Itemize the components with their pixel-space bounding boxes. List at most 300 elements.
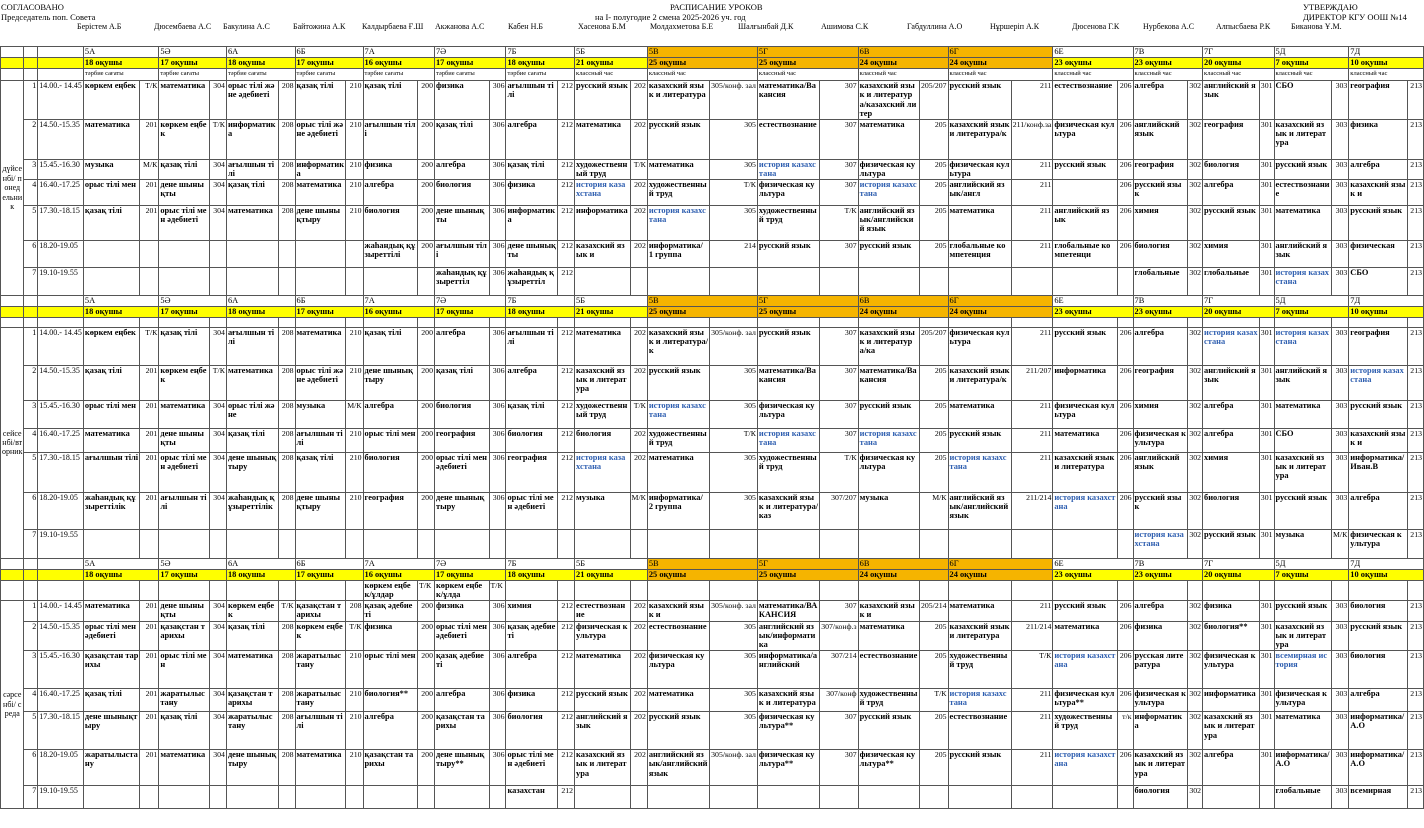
room-cell: 200 (418, 600, 435, 621)
subject-cell: английский язык (1133, 119, 1188, 159)
empty-cell (1, 317, 24, 327)
room-cell: 206 (1117, 492, 1133, 529)
subject-cell (1053, 785, 1117, 808)
subject-cell: дене шынықтыру (363, 365, 418, 400)
subject-cell (948, 785, 1011, 808)
subject-cell: география (1133, 159, 1188, 179)
subject-cell (948, 529, 1011, 558)
room-cell: Т/К (418, 580, 435, 600)
student-count: 24 оқушы (858, 569, 948, 580)
subject-cell: дене шынықтыру (83, 711, 139, 749)
room-cell: 210 (346, 179, 363, 205)
empty-cell (159, 317, 210, 327)
student-count: 7 оқушы (1274, 58, 1349, 69)
empty-cell (24, 69, 38, 81)
room-cell: 305 (710, 492, 758, 529)
subject-cell: қазақ тілі (506, 400, 558, 428)
subject-cell: казахский язык и (647, 600, 709, 621)
subject-cell: казахский язык и литература (1203, 711, 1259, 749)
class-hour-label: классный час (1349, 69, 1424, 81)
room-cell: Т/К (140, 327, 159, 365)
student-count: 16 оқушы (363, 569, 434, 580)
room-cell: 212 (558, 365, 575, 400)
subject-cell: физическая культура (858, 159, 919, 179)
subject-cell: биология (1133, 785, 1188, 808)
room-cell: 201 (140, 711, 159, 749)
room-cell: 304 (210, 711, 227, 749)
subject-cell: математика (226, 650, 278, 688)
room-cell (210, 267, 227, 295)
class-label: 7Ә (434, 558, 505, 569)
empty-cell (1, 580, 24, 600)
room-cell: 208 (278, 179, 295, 205)
subject-cell: алгебра (434, 327, 489, 365)
room-cell: 303 (1331, 492, 1348, 529)
room-cell: 202 (630, 179, 647, 205)
subject-cell: география (363, 492, 418, 529)
empty-cell (38, 558, 84, 569)
room-cell: 201 (140, 749, 159, 785)
room-cell: 212 (558, 711, 575, 749)
subject-cell: қазақ тілі (226, 621, 278, 650)
room-cell: 303 (1331, 650, 1348, 688)
subject-cell (575, 580, 631, 600)
subject-cell: СБО (1349, 267, 1407, 295)
room-cell: 205/207 (919, 327, 948, 365)
lesson-number: 3 (24, 400, 38, 428)
room-cell: 305 (710, 650, 758, 688)
lesson-time: 14.50.-15.35 (38, 365, 84, 400)
empty-cell (38, 317, 84, 327)
room-cell: 302 (1188, 428, 1203, 452)
subject-cell (363, 785, 418, 808)
subject-cell: русский язык (858, 400, 919, 428)
room-cell: 213 (1407, 600, 1423, 621)
room-cell: 206 (1117, 600, 1133, 621)
subject-cell: казахский язык и литература/к (647, 327, 709, 365)
subject-cell: информатика/А.О (1349, 711, 1407, 749)
room-cell: 212 (558, 205, 575, 240)
subject-cell: география (434, 428, 489, 452)
class-label: 6Г (948, 47, 1053, 58)
empty-cell (647, 317, 709, 327)
room-cell: т/к (1117, 711, 1133, 749)
subject-cell (948, 580, 1011, 600)
subject-cell: қазақ тілі (434, 119, 489, 159)
subject-cell: қазақ тілі (83, 688, 139, 711)
room-cell: 202 (630, 749, 647, 785)
subject-cell: қазақ тілі (226, 179, 278, 205)
room-cell (489, 785, 506, 808)
subject-cell: алгебра (363, 711, 418, 749)
student-count: 17 оқушы (434, 58, 505, 69)
room-cell: 205 (919, 179, 948, 205)
class-label: 6Е (1053, 558, 1133, 569)
subject-cell: казахский язык и литература (1133, 749, 1188, 785)
subject-cell: физика (506, 688, 558, 711)
teacher-name-8: Хасенова Б.М (578, 22, 626, 31)
subject-cell: казахстан (506, 785, 558, 808)
lesson-row (1, 600, 1424, 621)
room-cell: 202 (630, 365, 647, 400)
room-cell: 213 (1407, 119, 1423, 159)
student-count: 10 оқушы (1349, 58, 1424, 69)
room-cell: 213 (1407, 240, 1423, 267)
room-cell: 206 (1117, 749, 1133, 785)
subject-cell: художественный труд (1053, 711, 1117, 749)
room-cell: 305/конф. зал (710, 749, 758, 785)
timetable-grid (0, 46, 1424, 809)
lesson-number: 5 (24, 711, 38, 749)
subject-cell (647, 267, 709, 295)
room-cell: 208 (278, 492, 295, 529)
subject-cell: физическая культура (1203, 650, 1259, 688)
student-count: 17 оқушы (159, 306, 227, 317)
subject-cell: география (1349, 327, 1407, 365)
room-cell: Т/К (710, 428, 758, 452)
subject-cell: алгебра (1349, 159, 1407, 179)
room-cell: 301 (1259, 600, 1274, 621)
subject-cell: физическая культура** (757, 749, 819, 785)
subject-cell: естествознание (858, 650, 919, 688)
subject-cell: орыс тілі мен (363, 650, 418, 688)
room-cell: 208 (278, 688, 295, 711)
lesson-time: 17.30.-18.15 (38, 205, 84, 240)
room-cell: 206 (1117, 688, 1133, 711)
subject-cell: казахский язык и литература (1274, 452, 1331, 492)
subject-cell: музыка (1274, 529, 1331, 558)
subject-cell: математика (295, 327, 346, 365)
teacher-name-14: Дюсенова Г.К (1072, 22, 1120, 31)
subject-cell (757, 785, 819, 808)
empty-cell (1188, 317, 1203, 327)
room-cell (1011, 529, 1053, 558)
room-cell (489, 529, 506, 558)
room-cell: 208 (278, 452, 295, 492)
subject-cell: художественный труд (858, 688, 919, 711)
class-label: 7Г (1203, 558, 1274, 569)
room-cell (346, 785, 363, 808)
student-count: 20 оқушы (1203, 306, 1274, 317)
room-cell: 306 (489, 81, 506, 120)
room-cell: 302 (1188, 711, 1203, 749)
subject-cell: русский язык (757, 327, 819, 365)
subject-cell: ағылшын тілі (295, 428, 346, 452)
student-count: 18 оқушы (83, 306, 158, 317)
subject-cell (757, 580, 819, 600)
room-cell: 206 (1117, 179, 1133, 205)
room-cell: 307 (820, 81, 858, 120)
room-cell: 210 (346, 428, 363, 452)
room-cell: 206 (1117, 81, 1133, 120)
subject-cell: глобальные компетенци (1053, 240, 1117, 267)
subject-cell: русский язык (858, 240, 919, 267)
student-count: 18 оқушы (506, 569, 575, 580)
room-cell: 304 (210, 327, 227, 365)
room-cell: 304 (210, 400, 227, 428)
room-cell: 212 (558, 492, 575, 529)
room-cell: 202 (630, 240, 647, 267)
subject-cell: орыс тілі мен (83, 400, 139, 428)
room-cell: 305 (710, 688, 758, 711)
room-cell: Т/К (820, 205, 858, 240)
room-cell: 303 (1331, 179, 1348, 205)
subject-cell (83, 529, 139, 558)
subject-cell: химия (1203, 452, 1259, 492)
class-label: 5А (83, 295, 158, 306)
subject-cell: история казахстана (1203, 327, 1259, 365)
room-cell: 213 (1407, 327, 1423, 365)
subject-cell: математика (1053, 428, 1117, 452)
subject-cell (647, 580, 709, 600)
room-cell: 208 (278, 81, 295, 120)
student-count: 16 оқушы (363, 58, 434, 69)
subject-cell: физическая культура (858, 452, 919, 492)
room-cell (1259, 580, 1274, 600)
subject-cell: орыс тілі мен әдебиеті (506, 749, 558, 785)
room-cell: Т/К (489, 580, 506, 600)
class-hour-label: классный час (647, 69, 757, 81)
student-count: 10 оқушы (1349, 569, 1424, 580)
timetable (0, 46, 1424, 809)
room-cell: Т/К (210, 119, 227, 159)
subject-cell: қазақ тілі (363, 327, 418, 365)
lesson-time: 14.50.-15.35 (38, 119, 84, 159)
room-cell: Т/К (919, 688, 948, 711)
lesson-row (1, 621, 1424, 650)
subject-cell: алгебра (1203, 179, 1259, 205)
subject-cell: биология** (1203, 621, 1259, 650)
room-cell: 200 (418, 400, 435, 428)
room-cell: Т/К (210, 365, 227, 400)
class-label: 7В (1133, 295, 1203, 306)
subject-cell: биология (434, 179, 489, 205)
subject-cell: алгебра (1203, 428, 1259, 452)
room-cell: 206 (1117, 205, 1133, 240)
empty-cell (1259, 317, 1274, 327)
subject-cell: алгебра (1133, 327, 1188, 365)
student-count: 23 оқушы (1133, 58, 1203, 69)
room-cell: 306 (489, 327, 506, 365)
subject-cell: орыс тілі мен әдебиеті (83, 621, 139, 650)
subject-cell: физика (1133, 621, 1188, 650)
student-count: 20 оқушы (1203, 58, 1274, 69)
empty-cell (1331, 317, 1348, 327)
subject-cell: қазақ тілі (83, 365, 139, 400)
lesson-time: 17.30.-18.15 (38, 452, 84, 492)
subject-cell: глобальные (1133, 267, 1188, 295)
class-hour-row (1, 69, 1424, 81)
room-cell: 200 (418, 179, 435, 205)
subject-cell: английский язык (1053, 205, 1117, 240)
room-cell: 306 (489, 711, 506, 749)
student-count: 18 оқушы (506, 306, 575, 317)
room-cell: 302 (1188, 452, 1203, 492)
room-cell: 303 (1331, 267, 1348, 295)
subject-cell (83, 580, 139, 600)
room-cell (820, 580, 858, 600)
room-cell: 201 (140, 428, 159, 452)
lesson-time: 14.50.-15.35 (38, 621, 84, 650)
room-cell: 212 (558, 428, 575, 452)
day-label: дүйсе нбі/ понед ельни к (1, 81, 24, 296)
room-cell: 211 (1011, 205, 1053, 240)
subject-cell: физическая культура (948, 327, 1011, 365)
room-cell: 305 (710, 711, 758, 749)
room-cell (140, 529, 159, 558)
subject-cell: биология** (363, 688, 418, 711)
lesson-time: 18.20-19.05 (38, 749, 84, 785)
room-cell: 206 (1117, 621, 1133, 650)
room-cell: 304 (210, 492, 227, 529)
subject-cell (1133, 580, 1188, 600)
room-cell: 302 (1188, 621, 1203, 650)
day-label: сәрсе нбі/ среда (1, 600, 24, 808)
subject-cell: қазақ тілі (83, 205, 139, 240)
room-cell: 307 (820, 400, 858, 428)
subject-cell: физическая (1349, 240, 1407, 267)
teacher-name-3: Бакулина А.С (223, 22, 270, 31)
room-cell: 301 (1259, 711, 1274, 749)
subject-cell: музыка (83, 159, 139, 179)
room-cell: 213 (1407, 205, 1423, 240)
subject-cell (295, 267, 346, 295)
subject-cell (226, 580, 278, 600)
subject-cell (1053, 179, 1117, 205)
subject-cell (858, 529, 919, 558)
subject-cell: русский язык (1349, 400, 1407, 428)
subject-cell: химия (506, 600, 558, 621)
subject-cell: математика (575, 327, 631, 365)
subject-cell: биология (1203, 159, 1259, 179)
lesson-row (1, 119, 1424, 159)
subject-cell: математика (575, 119, 631, 159)
room-cell: 306 (489, 749, 506, 785)
subject-cell: музыка (575, 492, 631, 529)
room-cell: 305 (710, 400, 758, 428)
subject-cell: дене шынықтыру (434, 492, 489, 529)
room-cell: 201 (140, 205, 159, 240)
room-cell (710, 267, 758, 295)
room-cell: Т/К (140, 81, 159, 120)
class-label: 7Б (506, 295, 575, 306)
subject-cell (363, 267, 418, 295)
room-cell: 211 (1011, 240, 1053, 267)
class-hour-label: тәрбие сағаты (159, 69, 227, 81)
subject-cell: орыс тілі мен әдебиеті (434, 452, 489, 492)
class-label: 5В (647, 558, 757, 569)
empty-cell (38, 306, 84, 317)
subject-cell: русский язык (1203, 205, 1259, 240)
empty-cell (38, 58, 84, 69)
subject-cell: қазақ тілі (434, 365, 489, 400)
subject-cell: русский язык (1053, 159, 1117, 179)
subject-cell: дене шынықтыру (295, 492, 346, 529)
subject-cell: казахский язык и литература (948, 621, 1011, 650)
subject-cell: русский язык (1133, 179, 1188, 205)
room-cell: 211 (1011, 400, 1053, 428)
empty-cell (1, 47, 24, 58)
lesson-row (1, 179, 1424, 205)
subject-cell: алгебра (1133, 600, 1188, 621)
student-count: 17 оқушы (295, 58, 363, 69)
subject-cell: история казахстана (575, 179, 631, 205)
room-cell: 212 (558, 600, 575, 621)
room-cell (919, 785, 948, 808)
room-cell: 211/конф.за (1011, 119, 1053, 159)
class-row (1, 295, 1424, 306)
subject-cell: математика (1053, 621, 1117, 650)
lesson-number: 5 (24, 452, 38, 492)
subject-cell: физическая культура (949, 159, 1010, 179)
room-cell: 305 (710, 205, 758, 240)
subject-cell: математика (858, 621, 919, 650)
room-cell: 303 (1331, 621, 1348, 650)
empty-cell (38, 580, 84, 600)
room-cell: 200 (418, 452, 435, 492)
subject-cell: физика (434, 600, 489, 621)
subject-cell: алгебра (363, 179, 418, 205)
room-cell: 303 (1331, 600, 1348, 621)
room-cell: 205 (919, 711, 948, 749)
class-label: 7Б (506, 558, 575, 569)
subject-cell: математика (295, 179, 346, 205)
subject-cell (647, 785, 709, 808)
room-cell: 303 (1331, 205, 1348, 240)
room-cell: 200 (418, 688, 435, 711)
room-cell: Т/К (630, 400, 647, 428)
approval-left-subtitle: Председатель поп. Совета (1, 12, 96, 22)
student-count: 24 оқушы (858, 306, 948, 317)
subject-cell: көркем еңбек (159, 365, 210, 400)
lesson-time: 15.45.-16.30 (38, 650, 84, 688)
subject-cell: русская литература (1133, 650, 1188, 688)
class-label: 5А (83, 47, 158, 58)
room-cell: Т/К (278, 600, 295, 621)
room-cell: 306 (489, 119, 506, 159)
room-cell (1117, 529, 1133, 558)
subject-cell: история казахстана (858, 428, 919, 452)
subject-cell: алгебра (363, 400, 418, 428)
empty-cell (83, 317, 139, 327)
room-cell: 202 (630, 119, 647, 159)
room-cell: М/К (630, 492, 647, 529)
room-cell: 206 (1117, 159, 1133, 179)
student-count: 24 оқушы (948, 306, 1053, 317)
subject-cell (506, 580, 558, 600)
subject-cell: русский язык (1274, 159, 1331, 179)
empty-cell (140, 317, 159, 327)
subject-cell: физика (434, 81, 489, 120)
subject-cell: английский язык/английский язык (858, 205, 919, 240)
class-label: 7Ә (434, 295, 505, 306)
student-count: 25 оқушы (647, 58, 757, 69)
subject-cell: русский язык (647, 365, 709, 400)
subject-cell: алгебра (1203, 749, 1259, 785)
class-row (1, 558, 1424, 569)
room-cell: 303 (1331, 428, 1348, 452)
subject-cell (1274, 580, 1331, 600)
class-label: 5Д (1274, 295, 1349, 306)
room-cell (919, 267, 948, 295)
student-count: 25 оқушы (647, 306, 757, 317)
subject-cell: казахский язык и (575, 240, 631, 267)
room-cell: 301 (1259, 267, 1274, 295)
student-count: 18 оқушы (226, 306, 295, 317)
lesson-row (1, 785, 1424, 808)
room-cell: 304 (210, 600, 227, 621)
class-hour-label: классный час (757, 69, 858, 81)
